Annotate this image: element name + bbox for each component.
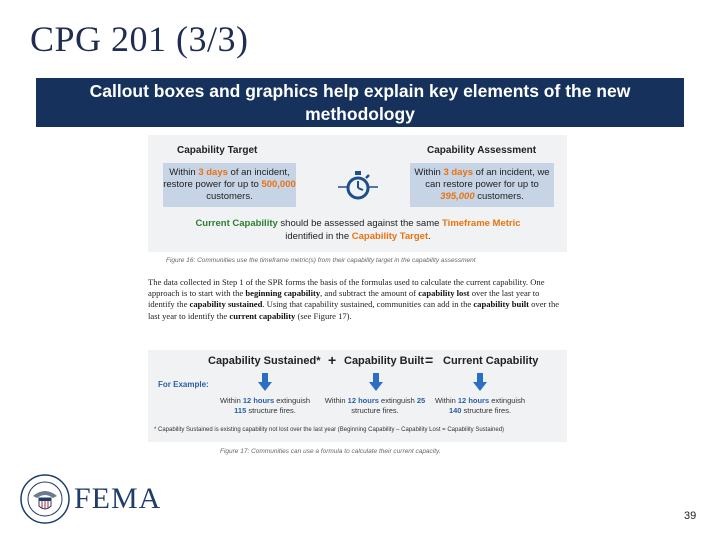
- figure-17-caption: Figure 17: Communities can use a formula to calculate their current capacity.: [220, 448, 441, 455]
- formula-capability-sustained: Capability Sustained*: [208, 355, 321, 367]
- para-text-6: (see Figure 17).: [295, 310, 352, 321]
- figure-capability-target-assessment: [148, 135, 567, 252]
- para-text-3: over the last year to identify the: [148, 288, 540, 310]
- subtitle-banner: Callout boxes and graphics help explain key elements of the new methodology: [36, 78, 684, 127]
- para-beginning-capability: beginning capability: [245, 288, 321, 299]
- item-text-post: structure fires.: [246, 406, 296, 415]
- item-text-post: structure fires.: [351, 406, 399, 415]
- formula-plus: +: [328, 352, 337, 368]
- formula-equals: =: [425, 352, 434, 368]
- target-text-post: customers.: [206, 191, 253, 202]
- item-hours: 12 hours: [457, 396, 490, 405]
- target-days: 3 days: [198, 167, 228, 178]
- capability-assessment-label: Capability Assessment: [427, 145, 537, 156]
- item-count: 25: [416, 396, 426, 405]
- item-text-pre: Within: [219, 396, 243, 405]
- down-arrow-icon: [369, 373, 383, 391]
- figure-16-caption: Figure 16: Communities use the timeframe metric(s) from their capability target in the capability assessment: [166, 257, 476, 264]
- formula-footnote: * Capability Sustained is existing capability not lost over the last year (Beginning Capability – Capability Lost = Capability Sustained): [154, 427, 505, 433]
- item-text-mid: extinguish: [489, 396, 526, 405]
- page-number: 39: [684, 510, 697, 522]
- capability-assessment-box: [410, 163, 554, 207]
- example-item-current: [425, 396, 535, 416]
- formula-current-capability: Current Capability: [443, 355, 539, 367]
- item-count: 140: [448, 406, 462, 415]
- assessment-text-post: customers.: [474, 191, 524, 202]
- target-amount: 500,000: [261, 179, 296, 190]
- para-text-5: over the last year to identify the: [148, 299, 560, 321]
- assessment-text-pre: Within: [414, 167, 444, 178]
- down-arrow-icon: [258, 373, 272, 391]
- assessment-amount: 395,000: [440, 191, 475, 202]
- fema-logo-text: FEMA: [74, 482, 162, 515]
- statement-current-capability: Current Capability: [195, 218, 278, 229]
- para-capability-sustained: capability sustained: [189, 299, 263, 310]
- item-hours: 12 hours: [347, 396, 379, 405]
- item-text-pre: Within: [324, 396, 348, 405]
- example-item-sustained: [210, 396, 320, 416]
- slide-title: CPG 201 (3/3): [30, 19, 249, 59]
- para-capability-built: capability built: [473, 299, 529, 310]
- statement-text-3: .: [428, 230, 431, 242]
- target-text-pre: Within: [169, 167, 199, 178]
- example-label: For Example:: [158, 380, 209, 389]
- item-hours: 12 hours: [242, 396, 275, 405]
- down-arrow-icon: [473, 373, 487, 391]
- example-item-built: [320, 396, 430, 416]
- dhs-seal-icon: [20, 474, 70, 524]
- capability-statement: [193, 218, 523, 243]
- body-paragraph: [148, 277, 568, 322]
- statement-capability-target: Capability Target: [351, 230, 429, 242]
- para-capability-lost: capability lost: [418, 288, 470, 299]
- statement-text-2: identified in the: [285, 230, 352, 242]
- item-text-post: structure fires.: [461, 406, 512, 415]
- stopwatch-icon: [338, 168, 378, 204]
- para-text-4: . Using that capability sustained, communities can add in the: [262, 299, 474, 310]
- item-text-pre: Within: [434, 396, 458, 405]
- target-text-mid: of an incident, restore power for up to: [163, 167, 290, 190]
- para-text-2: , and subtract the amount of: [320, 288, 419, 299]
- capability-target-label: Capability Target: [177, 145, 258, 156]
- statement-timeframe-metric: Timeframe Metric: [442, 218, 521, 229]
- figure-capability-formula: [148, 350, 567, 442]
- assessment-days: 3 days: [443, 167, 474, 178]
- capability-target-box: [163, 163, 296, 207]
- para-text-1: The data collected in Step 1 of the SPR forms the basis of the formulas used to calculate the current capability. One approach is to start with the: [148, 277, 545, 299]
- assessment-text-mid: of an incident, we can restore power for up to: [425, 167, 550, 190]
- para-current-capability: current capability: [229, 310, 296, 321]
- item-text-mid: extinguish: [274, 396, 311, 405]
- item-text-mid: extinguish: [378, 396, 417, 405]
- formula-capability-built: Capability Built: [344, 355, 425, 367]
- item-count: 115: [234, 406, 247, 415]
- statement-text-1: should be assessed against the same: [277, 218, 443, 229]
